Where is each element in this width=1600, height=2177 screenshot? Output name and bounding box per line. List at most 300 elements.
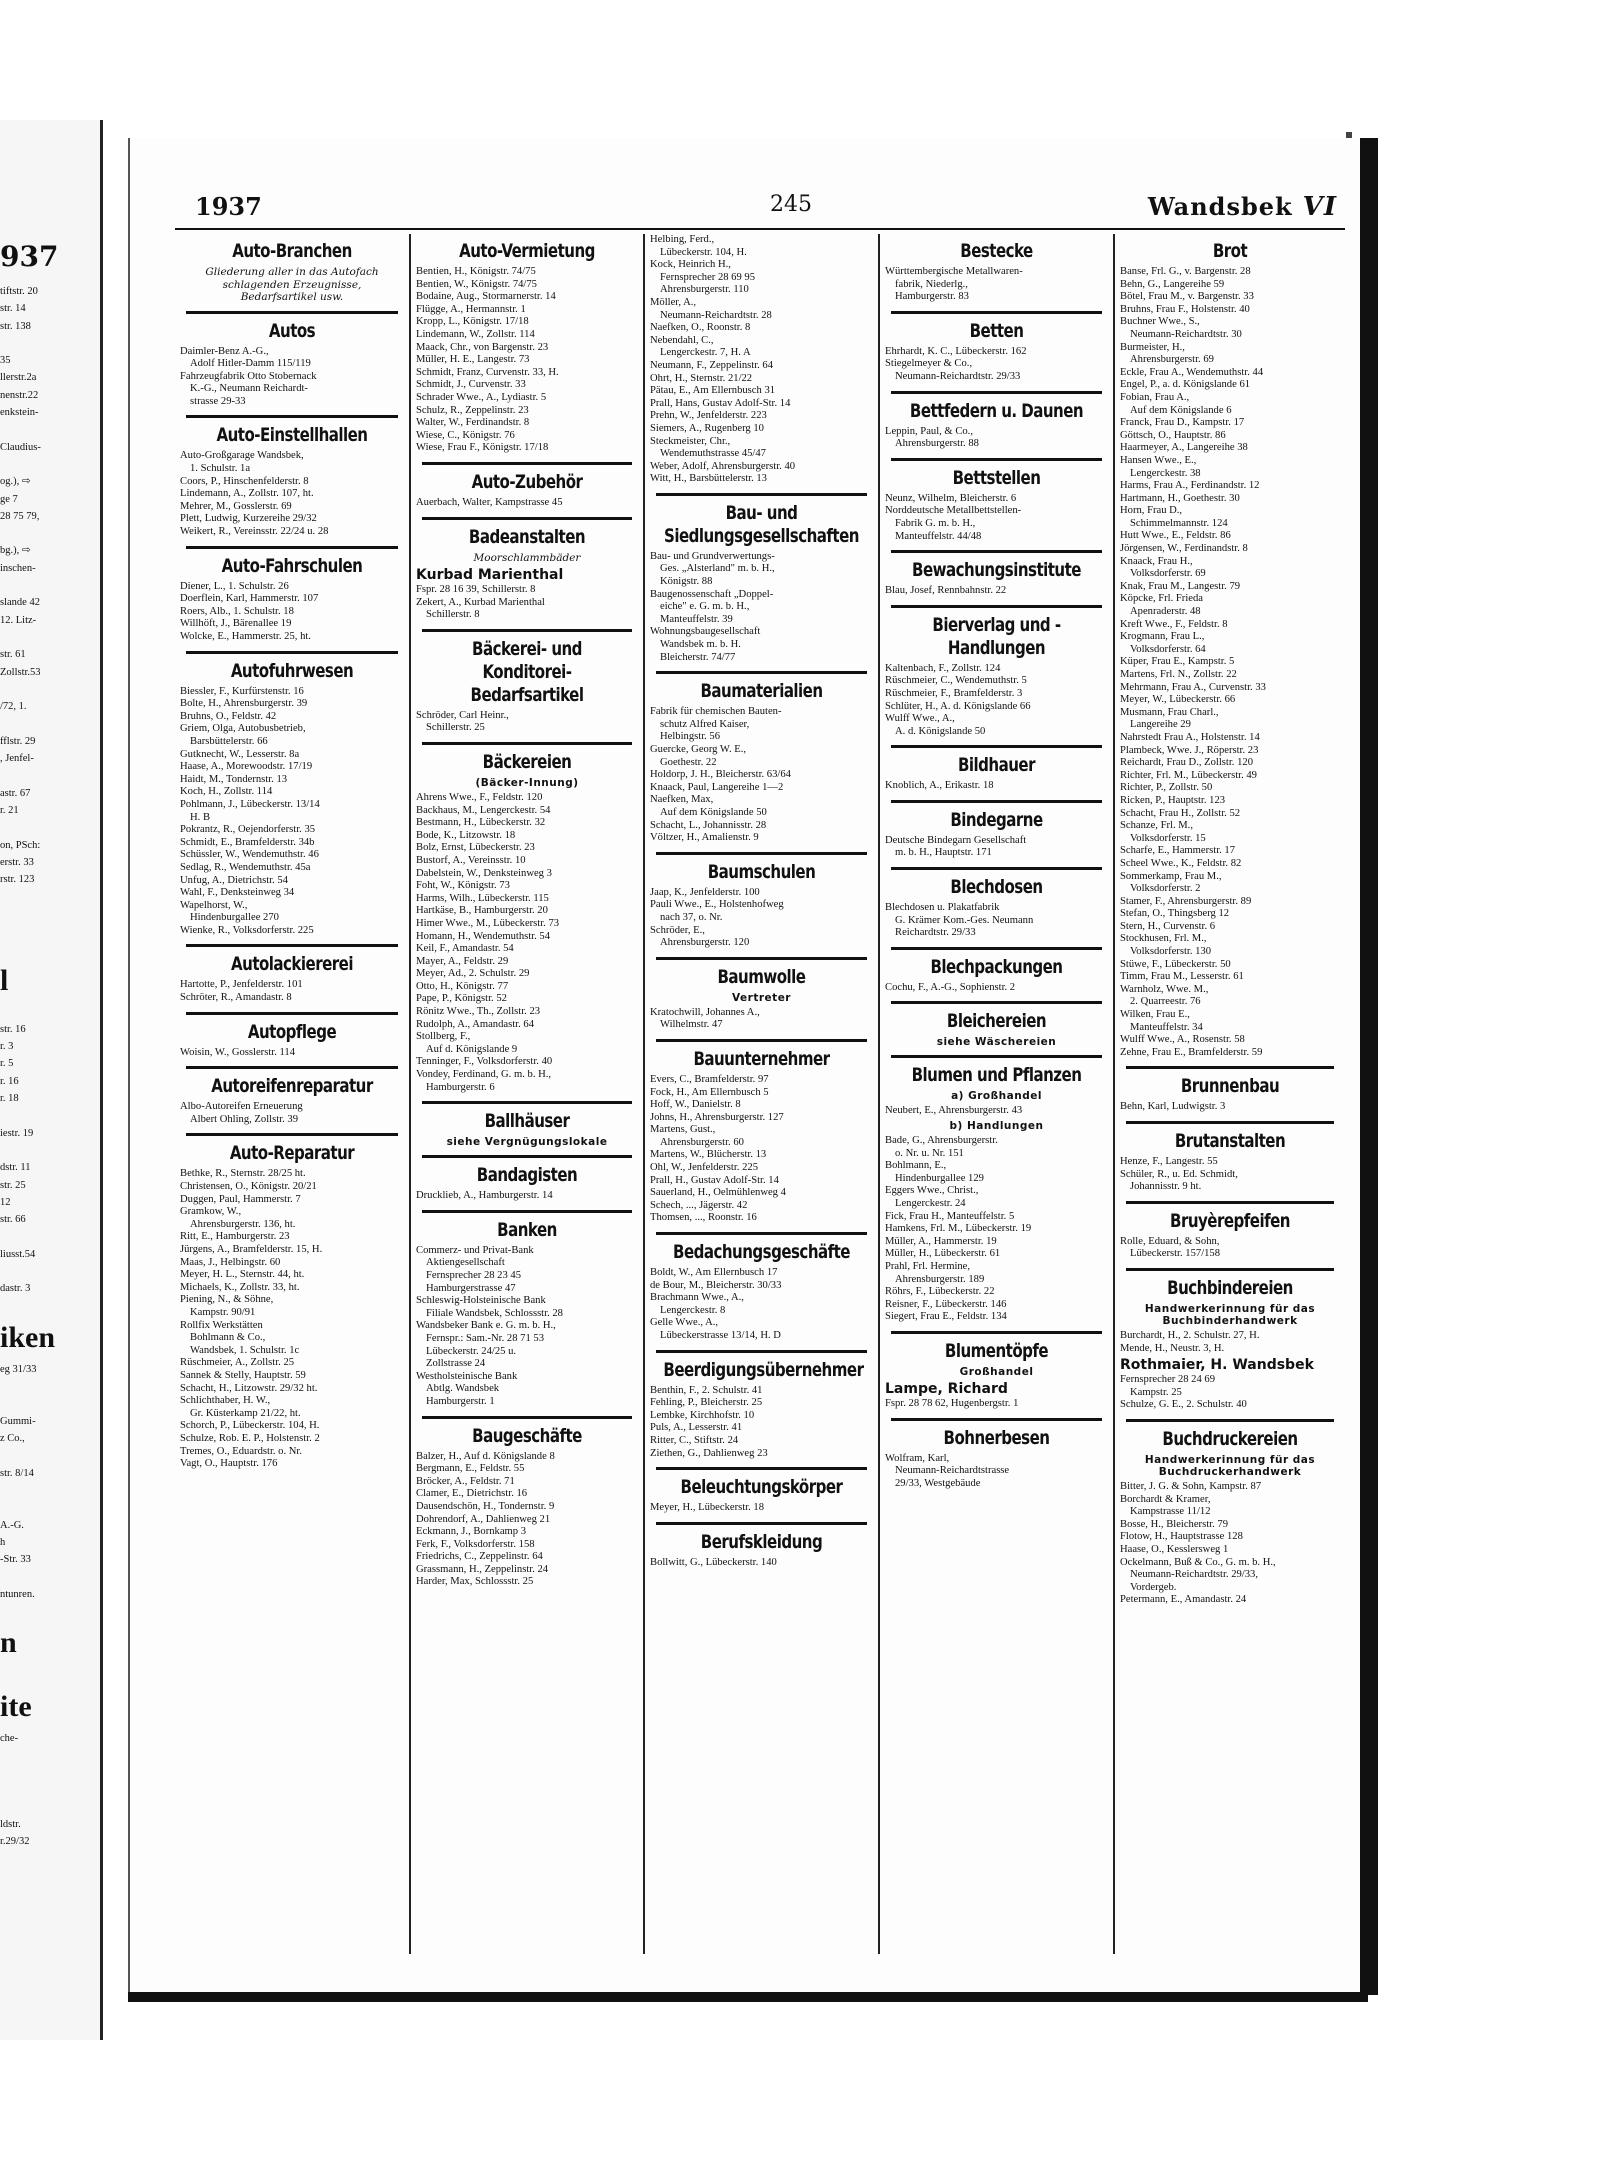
directory-entry: Martens, Frl. N., Zollstr. 22 [1120,669,1237,680]
directory-entry: Harder, Max, Schlossstr. 25 [416,1576,534,1588]
directory-entry: Hartotte, P., Jenfelderstr. 101 [180,979,303,991]
section-heading: Betten [969,319,1024,342]
directory-entry: Willhöft, J., Bärenallee 19 [180,618,292,630]
section-heading: Baugeschäfte [472,1424,582,1447]
directory-entry: Stamer, F., Ahrensburgerstr. 89 [1120,895,1252,907]
section-subheading: a) Großhandel [951,1090,1042,1103]
section-heading: Bäckerei- und Konditorei-Bedarfsartikel [470,637,584,706]
directory-entry: Grassmann, H., Zeppelinstr. 24 [416,1563,549,1575]
section-divider [891,867,1102,870]
previous-page-line: enkstein- [0,407,39,419]
directory-entry: Fspr. 28 16 39, Schillerstr. 8 [416,584,536,595]
previous-page-header: 937 [0,240,59,273]
directory-section [180,1012,404,1060]
directory-entry: Rollfix Werkstätten Bohlmann & Co., Wandsbek, 1. Schulstr. 1c [180,1319,300,1356]
previous-page-line: r. 5 [0,1058,14,1070]
section-divider [656,1039,867,1042]
directory-entry: Wiese, C., Königstr. 76 [416,429,515,441]
previous-page-line: tiftstr. 20 [0,286,38,297]
directory-entry: Plambeck, Wwe. J., Röperstr. 23 [1120,744,1259,756]
directory-section [885,745,1108,793]
directory-entry: Meyer, H., Lübeckerstr. 18 [650,1502,765,1514]
directory-entry: Homann, H., Wendemuthstr. 54 [416,930,551,942]
section-heading: Blechdosen [950,876,1043,899]
previous-page-line [0,923,100,940]
directory-entry: Bergmann, E., Feldstr. 55 [416,1463,525,1475]
directory-entry: Stefan, O., Thingsberg 12 [1120,908,1230,920]
directory-entry: Timm, Frau M., Lesserstr. 61 [1120,971,1244,983]
directory-entry: Bestmann, H., Lübeckerstr. 32 [416,817,546,829]
section-subheading: (Bäcker-Innung) [475,776,579,789]
section-heading: Autoreifenreparatur [211,1075,373,1098]
directory-entry: Scharfe, E., Hammerstr. 17 [1120,845,1236,857]
previous-page-line: r. 18 [0,1093,19,1105]
section-divider [891,800,1102,803]
previous-page-line: h [0,1536,6,1548]
directory-entry: Coors, P., Hinschenfelderstr. 8 [180,475,309,487]
previous-page-line: llerstr.2a [0,372,37,384]
directory-entry: Ohrt, H., Sternstr. 21/22 [650,372,753,384]
directory-entry: Bolz, Ernst, Lübeckerstr. 23 [416,842,535,854]
previous-page-line [0,1799,100,1816]
directory-entry: Benthin, F., 2. Schulstr. 41 [650,1384,763,1396]
directory-entry: Mende, H., Neustr. 3, H. [1120,1342,1225,1354]
section-divider [656,852,867,855]
directory-entry: Bade, G., Ahrensburgerstr. o. Nr. u. Nr. 151 [885,1135,998,1159]
previous-page-line: str. 138 [0,320,31,332]
section-divider [891,1418,1102,1421]
previous-page-line: str. 66 [0,1214,26,1226]
previous-page-lines [0,283,100,1851]
directory-entry: Maas, J., Helbingstr. 60 [180,1256,281,1268]
directory-entry: Lembke, Kirchhofstr. 10 [650,1409,755,1421]
directory-entry: Behn, G., Langereihe 59 [1120,278,1225,290]
directory-section [650,852,873,950]
directory-entry: Prall, Hans, Gustav Adolf-Str. 14 [650,397,791,409]
previous-page-line: Gummi- [0,1415,36,1427]
section-divider [1126,1066,1334,1069]
directory-entry: Burmeister, H., Ahrensburgerstr. 69 [1120,341,1214,366]
page-year: 1937 [195,192,262,221]
directory-entry: Friedrichs, C., Zeppelinstr. 64 [416,1551,543,1563]
directory-entry: Bethke, R., Sternstr. 28/25 ht. [180,1168,306,1180]
directory-entry: Bruhns, Frau F., Holstenstr. 40 [1120,303,1250,315]
previous-page-line [0,421,100,438]
previous-page-line [0,577,100,594]
directory-entry: Möller, A., Neumann-Reichardtstr. 28 [650,296,772,321]
directory-entry: Steckmeister, Chr., Wendemuthstrasse 45/47 [650,435,766,460]
directory-entry: Schacht, H., Litzowstr. 29/32 ht. [180,1382,318,1394]
section-heading: Bildhauer [958,754,1035,777]
directory-entry: Jörgensen, W., Ferdinandstr. 8 [1120,543,1248,555]
directory-entry: Richter, Frl. M., Lübeckerstr. 49 [1120,769,1257,781]
previous-page-line: og.), ⇨ [0,476,31,488]
directory-section [416,1210,638,1409]
previous-page-line: /72, 1. [0,701,27,713]
previous-page-line [0,1447,100,1464]
section-heading: Buchbindereien [1167,1276,1293,1299]
directory-entry: Haidt, M., Tondernstr. 13 [180,773,288,785]
directory-entry: Nebendahl, C., Lengerckestr. 7, H. A [650,334,751,359]
section-divider [1126,1201,1334,1204]
directory-entry: Ockelmann, Buß & Co., G. m. b. H., Neumann-Reichardtstr. 29/33, Vordergeb. [1120,1556,1276,1593]
directory-entry: Haase, A., Morewoodstr. 17/19 [180,761,313,773]
directory-entry: Musmann, Frau Charl., Langereihe 29 [1120,706,1219,731]
directory-entry: Roers, Alb., 1. Schulstr. 18 [180,605,294,617]
section-subheading: siehe Vergnügungslokale [446,1136,608,1149]
section-divider [422,1210,632,1213]
directory-entry: Schanze, Frl. M., Volksdorferstr. 15 [1120,820,1206,844]
directory-entry: Wiese, Frau F., Königstr. 17/18 [416,442,549,454]
directory-entry: Wahl, F., Denksteinweg 34 [180,887,295,899]
section-divider [422,742,632,745]
directory-entry: Haarmeyer, A., Langereihe 38 [1120,442,1248,454]
previous-page-line: erstr. 33 [0,856,34,868]
section-heading: Bierverlag und -Handlungen [932,613,1061,659]
directory-section [650,671,873,845]
directory-entry: Schmidt, J., Curvenstr. 33 [416,379,526,391]
section-heading: Bauunternehmer [693,1047,830,1070]
directory-entry: Baugenossenschaft „Doppel- eiche" e. G. m. b. H., Manteuffelstr. 39 [650,588,774,625]
section-heading: Auto-Vermietung [459,240,595,262]
directory-entry: Sommerkamp, Frau M., Volksdorferstr. 2 [1120,870,1222,895]
directory-entry: Johns, H., Ahrensburgerstr. 127 [650,1111,784,1123]
previous-page-line [0,1004,100,1021]
directory-entry: de Bour, M., Bleicherstr. 30/33 [650,1279,782,1291]
previous-page-line [0,681,100,698]
previous-page-line: ntunren. [0,1588,35,1600]
directory-entry: Rönitz Wwe., Th., Zollstr. 23 [416,1006,541,1018]
directory-entry: Petermann, E., Amandastr. 24 [1120,1594,1247,1606]
directory-entry: Weber, Adolf, Ahrensburgerstr. 40 [650,460,796,472]
directory-entry: Bollwitt, G., Lübeckerstr. 140 [650,1556,777,1568]
section-heading: Bestecke [960,240,1033,262]
directory-entry: Haase, O., Kesslersweg 1 [1120,1543,1229,1555]
directory-section [416,240,638,455]
directory-entry: Hamkens, Frl. M., Lübeckerstr. 19 [885,1223,1032,1235]
directory-section [885,1055,1108,1324]
directory-section [180,944,404,1004]
directory-entry: Mehrer, M., Gosslerstr. 69 [180,500,292,512]
section-heading: Bau- und Siedlungsgesellschaften [664,501,859,547]
directory-entry: Brachmann Wwe., A., Lengerckestr. 8 [650,1292,744,1316]
directory-entry: Otto, H., Königstr. 77 [416,980,509,992]
page-header [175,188,1345,230]
previous-page-line: inschen- [0,562,36,574]
section-divider [186,1133,398,1136]
directory-section [1120,240,1340,1059]
directory-entry: Biessler, F., Kurfürstenstr. 16 [180,685,304,697]
directory-entry: Harms, Frau A., Ferdinandstr. 12 [1120,480,1260,492]
section-heading: Beleuchtungskörper [680,1476,843,1499]
directory-entry: Diener, L., 1. Schulstr. 26 [180,580,289,592]
directory-columns [175,234,1345,1954]
section-divider [1126,1121,1334,1124]
directory-entry: Bosse, H., Bleicherstr. 79 [1120,1518,1228,1530]
directory-entry: Zekert, A., Kurbad Marienthal Schillerstr. 8 [416,596,545,621]
section-heading: Bettfedern u. Daunen [909,399,1084,422]
section-heading: Bohnerbesen [943,1426,1050,1449]
directory-section [180,651,404,938]
directory-entry: Naefken, O., Roonstr. 8 [650,322,751,334]
section-subheading: Handwerkerinnung für das Buchdruckerhandwerk [1144,1453,1316,1478]
directory-section [416,1101,638,1148]
previous-page-line [0,1228,100,1245]
previous-page-line: str. 25 [0,1179,26,1191]
directory-entry: Schleswig-Holsteinische Bank Filiale Wandsbek, Schlossstr. 28 [416,1295,563,1319]
directory-entry: Schrader Wwe., A., Lydiastr. 5 [416,391,547,403]
directory-section [885,1001,1108,1048]
section-divider [656,1467,867,1470]
directory-entry: Schmidt, Franz, Curvenstr. 33, H. [416,366,559,378]
directory-entry: Wienke, R., Volksdorferstr. 225 [180,924,314,936]
directory-entry: Meyer, W., Lübeckerstr. 66 [1120,694,1236,706]
directory-entry: Schacht, Frau H., Zollstr. 52 [1120,807,1241,819]
directory-entry: Ricken, P., Hauptstr. 123 [1120,794,1226,806]
directory-entry: Knaack, Paul, Langereihe 1—2 [650,781,784,793]
previous-page-line [0,819,100,836]
directory-entry: Wilken, Frau E., Manteuffelstr. 34 [1120,1009,1203,1033]
previous-page-line: on, PSch: [0,839,41,851]
previous-page-line: iestr. 19 [0,1127,34,1139]
directory-entry: Hartmann, H., Goethestr. 30 [1120,492,1240,504]
directory-entry: Bruhns, O., Feldstr. 42 [180,710,277,722]
directory-entry: Fock, H., Am Ellernbusch 5 [650,1086,769,1098]
previous-page-line [0,1263,100,1280]
directory-entry: Behn, Karl, Ludwigstr. 3 [1120,1101,1226,1113]
directory-entry: Schüssler, W., Wendemuthstr. 46 [180,849,319,861]
directory-entry: Fspr. 28 78 62, Hugenbergstr. 1 [885,1397,1019,1409]
previous-page-line: z Co., [0,1433,25,1445]
directory-entry: Völtzer, H., Amalienstr. 9 [650,832,759,844]
previous-page-line [0,1396,100,1413]
directory-entry: Backhaus, M., Lengerckestr. 54 [416,804,551,816]
directory-entry: Kaltenbach, F., Zollstr. 124 [885,662,1001,674]
directory-entry: Bustorf, A., Vereinsstr. 10 [416,854,526,866]
directory-entry: Neubert, E., Ahrensburgerstr. 43 [885,1105,1023,1117]
previous-page-line: che- [0,1732,19,1744]
section-heading: Auto-Reparatur [229,1142,355,1165]
directory-entry: Franck, Frau D., Kampstr. 17 [1120,417,1245,429]
directory-entry: Kratochwill, Johannes A., Wilhelmstr. 47 [650,1006,760,1031]
section-heading: Brot [1212,240,1248,262]
section-divider [891,745,1102,748]
previous-page-line [0,1107,100,1124]
directory-entry: Martens, Gust., Ahrensburgerstr. 60 [650,1124,744,1148]
directory-entry: Puls, A., Lesserstr. 41 [650,1422,743,1434]
directory-entry: Schröder, Carl Heinr., Schillerstr. 25 [416,709,509,734]
directory-entry: Hartkäse, B., Hamburgerstr. 20 [416,905,548,917]
directory-entry: Neunz, Wilhelm, Bleicherstr. 6 [885,492,1017,504]
previous-page-line: nenstr.22 [0,389,39,401]
directory-entry: Fernsprecher 28 24 69 Kampstr. 25 [1120,1374,1216,1398]
previous-page-line: ge 7 [0,493,18,505]
directory-entry: Sauerland, H., Oelmühlenweg 4 [650,1187,786,1199]
directory-entry: Piening, N., & Söhne, Kampstr. 90/91 [180,1294,274,1318]
directory-section [885,1331,1108,1411]
directory-entry: Ahrens Wwe., F., Feldstr. 120 [416,791,543,803]
section-divider [1126,1419,1334,1422]
previous-page-line [0,715,100,732]
previous-page-line: bg.), ⇨ [0,545,31,557]
directory-section [1120,1201,1340,1261]
directory-entry: Küper, Frau E., Kampstr. 5 [1120,656,1235,668]
previous-page-line: str. 8/14 [0,1467,34,1479]
directory-entry: Evers, C., Bramfelderstr. 97 [650,1073,769,1085]
section-heading: Auto-Fahrschulen [221,554,363,577]
section-divider [186,311,398,314]
directory-entry: Stern, H., Curvenstr. 6 [1120,920,1216,932]
previous-page-line [0,940,100,957]
section-divider [891,311,1102,314]
directory-entry: Witt, H., Barsbüttelerstr. 13 [650,473,767,485]
directory-entry: Holdorp, J. H., Bleicherstr. 63/64 [650,769,791,781]
directory-entry: Maack, Chr., von Bargenstr. 23 [416,341,549,353]
directory-entry: Blechdosen u. Plakatfabrik G. Krämer Kom.-Ges. Neumann Reichardtstr. 29/33 [885,902,1034,939]
directory-entry: Scheel Wwe., K., Feldstr. 82 [1120,857,1242,869]
directory-entry: Eckle, Frau A., Wendemuthstr. 44 [1120,366,1264,378]
directory-entry: Lindemann, W., Zollstr. 114 [416,328,535,340]
directory-entry: Stiegelmeyer & Co., Neumann-Reichardtstr. 29/33 [885,358,1021,382]
directory-entry: Pauli Wwe., E., Holstenhofweg nach 37, o. Nr. [650,899,784,923]
directory-entry: Stockhusen, Frl. M., Volksdorferstr. 130 [1120,933,1212,958]
directory-entry: Blau, Josef, Rennbahnstr. 22 [885,585,1007,597]
directory-entry: Reichardt, Frau D., Zollstr. 120 [1120,757,1253,769]
directory-entry: Bode, K., Litzowstr. 18 [416,829,516,841]
directory-entry: Bau- und Grundverwertungs- Ges. „Alsterland" m. b. H., Königstr. 88 [650,550,775,588]
directory-entry: Hutt Wwe., E., Feldstr. 86 [1120,530,1231,542]
directory-entry: Wapelhorst, W., Hindenburgallee 270 [180,899,279,924]
section-divider [656,493,867,496]
directory-entry: Mehrmann, Frau A., Curvenstr. 33 [1120,681,1266,693]
directory-entry: Müller, H., Lübeckerstr. 61 [885,1248,1001,1260]
directory-entry: Naefken, Max, Auf dem Königslande 50 [650,794,767,818]
directory-entry: Wolfram, Karl, Neumann-Reichardtstrasse 29/33, Westgebäude [885,1452,1010,1489]
directory-entry: Vondey, Ferdinand, G. m. b. H., Hamburgerstr. 6 [416,1069,552,1093]
section-divider [186,546,398,549]
section-subheading: b) Handlungen [949,1120,1044,1133]
directory-section [416,517,638,622]
section-heading: Autolackiererei [231,953,353,976]
directory-entry: Gutknecht, W., Lesserstr. 8a [180,748,300,760]
directory-section [180,546,404,644]
previous-page-line: 28 75 79, [0,510,40,522]
previous-page-line: r. 16 [0,1075,19,1087]
directory-entry: Schech, ..., Jägerstr. 42 [650,1199,748,1211]
directory-entry: Müller, A., Hammerstr. 19 [885,1235,997,1247]
directory-entry: Weikert, R., Vereinsstr. 22/24 u. 28 [180,526,329,538]
directory-entry: Woisin, W., Gosslerstr. 114 [180,1046,295,1058]
directory-entry: Stollberg, F., Auf d. Königslande 9 [416,1031,518,1055]
section-heading: Autos [268,319,316,342]
section-heading: Auto-Branchen [232,240,352,262]
directory-entry: Ziethen, G., Dahlienweg 23 [650,1447,768,1459]
directory-section [885,550,1108,598]
section-divider [186,1066,398,1069]
directory-entry: Siemers, A., Rugenberg 10 [650,422,764,434]
section-heading: Brunnenbau [1180,1075,1280,1098]
previous-page-line [0,1298,100,1315]
section-subheading: siehe Wäschereien [936,1036,1057,1049]
section-divider [186,944,398,947]
directory-entry: Schüler, R., u. Ed. Schmidt, Johannisstr. 9 ht. [1120,1168,1238,1193]
place-name: Wandsbek [1147,192,1293,221]
directory-entry: Griem, Olga, Autobusbetrieb, Barsbüttelerstr. 66 [180,723,306,747]
previous-page-line: ldstr. [0,1819,21,1831]
directory-entry: Pokrantz, R., Oejendorferstr. 35 [180,824,316,836]
directory-entry: Cochu, F., A.-G., Sophienstr. 2 [885,981,1016,993]
directory-entry: Clamer, E., Dietrichstr. 16 [416,1488,528,1500]
directory-section [650,234,873,486]
directory-entry: Flügge, A., Hermannstr. 1 [416,303,526,315]
previous-page-line: ite [0,1689,32,1723]
directory-entry: Jaap, K., Jenfelderstr. 100 [650,886,760,898]
section-divider [891,550,1102,553]
directory-section [180,311,404,409]
previous-page-line: fflstr. 29 [0,735,36,747]
directory-entry: Bolte, H., Ahrensburgerstr. 39 [180,698,308,710]
section-heading: Baumschulen [707,860,816,883]
directory-entry: Pätau, E., Am Ellernbusch 31 [650,385,776,397]
section-heading: Berufskleidung [700,1530,823,1553]
district-number: VI [1302,192,1337,222]
section-divider [422,462,632,465]
previous-page-line: str. 14 [0,303,26,315]
section-heading: Beerdigungsübernehmer [663,1358,864,1381]
directory-entry: Knaack, Frau H., Volksdorferstr. 69 [1120,555,1206,580]
directory-section [1120,1268,1340,1412]
directory-section [416,629,638,735]
page-number: 245 [770,192,812,217]
section-divider [422,1416,632,1419]
directory-entry: Thomsen, ..., Roonstr. 16 [650,1212,757,1224]
directory-entry: Banse, Frl. G., v. Bargenstr. 28 [1120,266,1251,277]
directory-entry: Fehling, P., Bleicherstr. 25 [650,1397,763,1409]
section-divider [422,629,632,632]
directory-entry: Siegert, Frau E., Feldstr. 134 [885,1311,1007,1323]
previous-page-line: iken [0,1320,56,1354]
directory-entry: Bentien, W., Königstr. 74/75 [416,278,537,290]
directory-entry: Müller, H. E., Langestr. 73 [416,354,530,366]
directory-entry: Fobian, Frau A., Auf dem Königslande 6 [1120,391,1232,416]
section-note: Gliederung aller in das Autofach schlagenden Erzeugnisse, Bedarfsartikel usw. [205,266,379,303]
section-heading: Autofuhrwesen [230,659,354,682]
section-divider [891,1331,1102,1334]
previous-page-line [0,888,100,905]
section-heading: Autopflege [247,1020,337,1043]
directory-entry: Harms, Wilh., Lübeckerstr. 115 [416,892,549,904]
directory-entry: Prehn, W., Jenfelderstr. 223 [650,410,767,422]
directory-entry: Röhrs, F., Lübeckerstr. 22 [885,1286,995,1298]
directory-entry: Neumann, F., Zeppelinstr. 64 [650,359,774,371]
directory-entry: Vagt, O., Hauptstr. 176 [180,1458,278,1470]
directory-entry: Guercke, Georg W. E., Goethestr. 22 [650,744,747,768]
directory-entry: Bötel, Frau M., v. Bargenstr. 33 [1120,291,1254,303]
previous-page-line [0,1499,100,1516]
directory-page [128,138,1378,1995]
section-heading: Ballhäuser [484,1110,570,1133]
previous-page-line [0,767,100,784]
directory-entry: Albo-Autoreifen Erneuerung Albert Ohling, Zollstr. 39 [180,1101,303,1125]
directory-entry: Reisner, F., Lübeckerstr. 146 [885,1298,1007,1310]
directory-entry: Württembergische Metallwaren- fabrik, Niederlg., Hamburgerstr. 83 [885,266,1023,303]
section-divider [186,415,398,418]
directory-entry: Mayer, A., Feldstr. 29 [416,955,509,967]
directory-entry: Tremes, O., Eduardstr. o. Nr. [180,1445,303,1457]
section-heading: Baumwolle [717,965,806,988]
directory-entry: Henze, F., Langestr. 55 [1120,1156,1218,1167]
section-heading: Auto-Einstellhallen [216,424,368,447]
